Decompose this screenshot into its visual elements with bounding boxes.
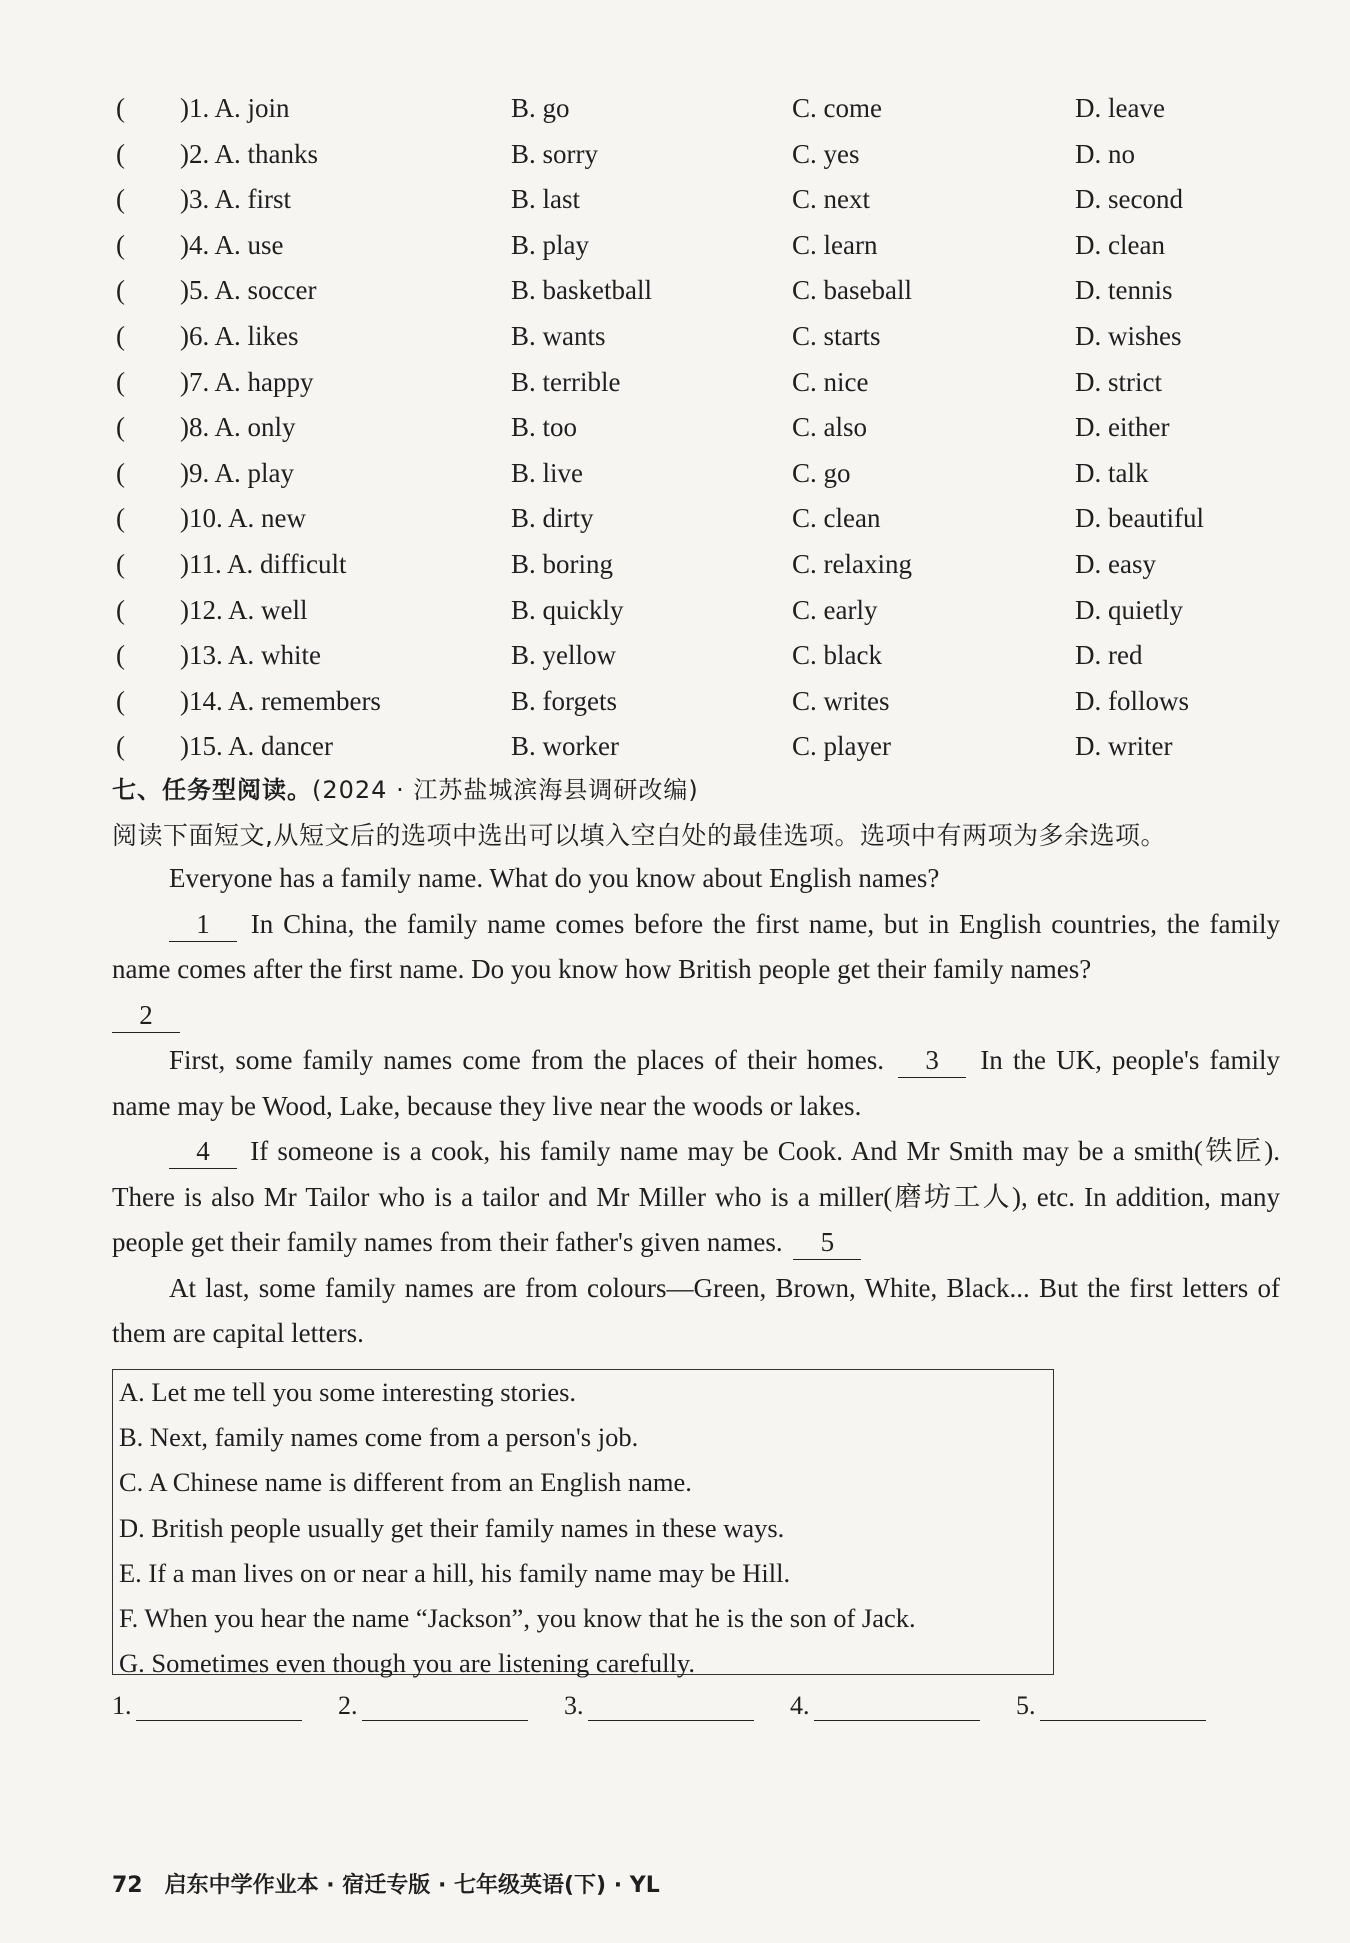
question-row <box>112 451 1292 497</box>
multiple-choice-list <box>112 86 1292 770</box>
option-d: D. writer <box>1075 731 1173 762</box>
question-row <box>112 679 1292 725</box>
passage-text: If someone is a cook, his family name may be Cook. And Mr Smith may be a smith(铁匠). There is also Mr Tailor who is a tailor and Mr Miller who is a miller(磨坊工人), etc. In addition, many people get their family names from their father's given names. <box>112 1136 1280 1257</box>
answer-line[interactable] <box>136 1690 302 1721</box>
answer-paren: ( <box>116 685 125 716</box>
option-item: F. When you hear the name “Jackson”, you know that he is the son of Jack. <box>119 1603 916 1634</box>
question-row <box>112 496 1292 542</box>
option-d: D. beautiful <box>1075 503 1204 534</box>
answer-paren: ( <box>116 731 125 762</box>
passage-paragraph: At last, some family names are from colours—Green, Brown, White, Black... But the first letters of them are capital letters. <box>112 1272 1280 1348</box>
option-b: B. worker <box>511 731 619 762</box>
option-d: D. quietly <box>1075 594 1183 625</box>
option-a: )11. A. difficult <box>180 548 347 579</box>
option-a: )12. A. well <box>180 594 308 625</box>
option-a: )14. A. remembers <box>180 685 381 716</box>
option-b: B. quickly <box>511 594 624 625</box>
answer-label: 3. <box>564 1691 584 1720</box>
blank-3[interactable]: 3 <box>898 1043 966 1078</box>
answer-label: 5. <box>1016 1691 1036 1720</box>
option-d: D. strict <box>1075 366 1162 397</box>
question-row <box>112 268 1292 314</box>
option-c: C. yes <box>792 138 860 169</box>
option-b: B. sorry <box>511 138 598 169</box>
option-item: C. A Chinese name is different from an English name. <box>119 1467 692 1498</box>
option-a: )7. A. happy <box>180 366 314 397</box>
option-a: )10. A. new <box>180 503 306 534</box>
answer-label: 4. <box>790 1691 810 1720</box>
option-b: B. terrible <box>511 366 621 397</box>
answer-label: 1. <box>112 1691 132 1720</box>
option-item: G. Sometimes even though you are listening carefully. <box>119 1648 695 1679</box>
answer-line[interactable] <box>588 1690 754 1721</box>
answer-slot[interactable] <box>338 1690 528 1721</box>
option-a: )4. A. use <box>180 229 284 260</box>
question-row <box>112 724 1292 770</box>
option-c: C. black <box>792 640 882 671</box>
option-b: B. play <box>511 229 589 260</box>
option-d: D. leave <box>1075 93 1165 123</box>
option-a: )13. A. white <box>180 640 321 671</box>
answer-label: 2. <box>338 1691 358 1720</box>
passage-text: First, some family names come from the places of their homes. <box>169 1045 884 1075</box>
option-c: C. relaxing <box>792 548 912 579</box>
option-c: C. come <box>792 93 882 123</box>
option-c: C. player <box>792 731 891 762</box>
option-b: B. yellow <box>511 640 616 671</box>
question-row <box>112 360 1292 406</box>
option-c: C. next <box>792 184 870 215</box>
blank-5[interactable]: 5 <box>793 1225 861 1260</box>
option-d: D. talk <box>1075 457 1149 488</box>
passage-text: In China, the family name comes before the first name, but in English countries, the family name comes after the first name. Do you know how British people get their family names? <box>112 908 1281 984</box>
answer-slot[interactable] <box>112 1690 302 1721</box>
section-source: (2024 · 江苏盐城滨海县调研改编) <box>312 776 699 804</box>
footer-title: 启东中学作业本 · 宿迁专版 · 七年级英语(下) · YL <box>164 1873 660 1898</box>
answer-paren: ( <box>116 184 125 215</box>
option-d: D. no <box>1075 138 1135 169</box>
option-d: D. tennis <box>1075 275 1173 306</box>
option-c: C. baseball <box>792 275 912 306</box>
answer-line[interactable] <box>1040 1690 1206 1721</box>
answer-slot[interactable] <box>564 1690 754 1721</box>
option-c: C. go <box>792 457 851 488</box>
option-b: B. too <box>511 412 578 443</box>
option-a: )8. A. only <box>180 412 296 443</box>
passage-paragraph: Everyone has a family name. What do you know about English names? <box>169 863 940 893</box>
answer-paren: ( <box>116 229 125 260</box>
option-c: C. also <box>792 412 868 443</box>
passage-paragraph <box>112 902 1280 993</box>
option-a: )5. A. soccer <box>180 275 317 306</box>
blank-2[interactable]: 2 <box>112 998 180 1033</box>
option-b: B. go <box>511 93 570 123</box>
option-d: D. red <box>1075 640 1143 671</box>
option-b: B. last <box>511 184 581 215</box>
options-box <box>112 1369 1054 1679</box>
option-c: C. early <box>792 594 878 625</box>
question-row <box>112 177 1292 223</box>
option-a: )6. A. likes <box>180 320 299 351</box>
option-b: B. dirty <box>511 503 594 534</box>
answer-paren: ( <box>116 594 125 625</box>
option-d: D. follows <box>1075 685 1189 716</box>
passage-paragraph <box>112 1129 1280 1266</box>
question-row <box>112 542 1292 588</box>
option-a: )2. A. thanks <box>180 138 318 169</box>
answer-paren: ( <box>116 503 125 534</box>
answer-lines <box>112 1690 1232 1734</box>
answer-paren: ( <box>116 366 125 397</box>
option-item: E. If a man lives on or near a hill, his family name may be Hill. <box>119 1557 791 1588</box>
passage-paragraph <box>112 993 1280 1039</box>
option-b: B. forgets <box>511 685 617 716</box>
answer-paren: ( <box>116 93 125 123</box>
question-row <box>112 405 1292 451</box>
answer-paren: ( <box>116 138 125 169</box>
page-footer <box>112 1868 660 1899</box>
blank-1[interactable]: 1 <box>169 907 237 942</box>
option-c: C. learn <box>792 229 878 260</box>
question-row <box>112 132 1292 178</box>
option-d: D. wishes <box>1075 320 1182 351</box>
option-c: C. nice <box>792 366 869 397</box>
passage-text: In the UK, people's family name may be Wood, Lake, because they live near the woods or lakes. <box>112 1045 1281 1121</box>
question-row <box>112 588 1292 634</box>
option-b: B. live <box>511 457 583 488</box>
answer-line[interactable] <box>814 1690 980 1721</box>
option-b: B. wants <box>511 320 606 351</box>
option-c: C. starts <box>792 320 881 351</box>
question-row <box>112 223 1292 269</box>
answer-slot[interactable] <box>1016 1690 1206 1721</box>
option-a: )3. A. first <box>180 184 291 215</box>
answer-paren: ( <box>116 412 125 443</box>
section-heading: 七、任务型阅读。 <box>112 776 312 804</box>
option-b: B. basketball <box>511 275 652 306</box>
option-c: C. writes <box>792 685 890 716</box>
section-instruction: 阅读下面短文,从短文后的选项中选出可以填入空白处的最佳选项。选项中有两项为多余选项。 <box>112 821 1166 850</box>
section-title <box>112 770 699 805</box>
option-d: D. second <box>1075 184 1183 215</box>
answer-paren: ( <box>116 640 125 671</box>
answer-paren: ( <box>116 275 125 306</box>
option-a: )9. A. play <box>180 457 294 488</box>
option-item: D. British people usually get their family names in these ways. <box>119 1512 785 1543</box>
question-row <box>112 86 1292 132</box>
blank-4[interactable]: 4 <box>169 1134 237 1169</box>
option-item: B. Next, family names come from a person's job. <box>119 1422 639 1453</box>
reading-passage <box>112 856 1280 1357</box>
option-item: A. Let me tell you some interesting stories. <box>119 1377 577 1407</box>
page-number: 72 <box>112 1873 143 1898</box>
question-row <box>112 314 1292 360</box>
answer-paren: ( <box>116 548 125 579</box>
question-row <box>112 633 1292 679</box>
answer-slot[interactable] <box>790 1690 980 1721</box>
option-a: )1. A. join <box>180 93 290 123</box>
answer-line[interactable] <box>362 1690 528 1721</box>
answer-paren: ( <box>116 457 125 488</box>
option-d: D. easy <box>1075 548 1156 579</box>
option-a: )15. A. dancer <box>180 731 333 762</box>
option-c: C. clean <box>792 503 881 534</box>
option-d: D. clean <box>1075 229 1165 260</box>
answer-paren: ( <box>116 320 125 351</box>
passage-paragraph <box>112 1038 1280 1129</box>
option-d: D. either <box>1075 412 1170 443</box>
option-b: B. boring <box>511 548 614 579</box>
